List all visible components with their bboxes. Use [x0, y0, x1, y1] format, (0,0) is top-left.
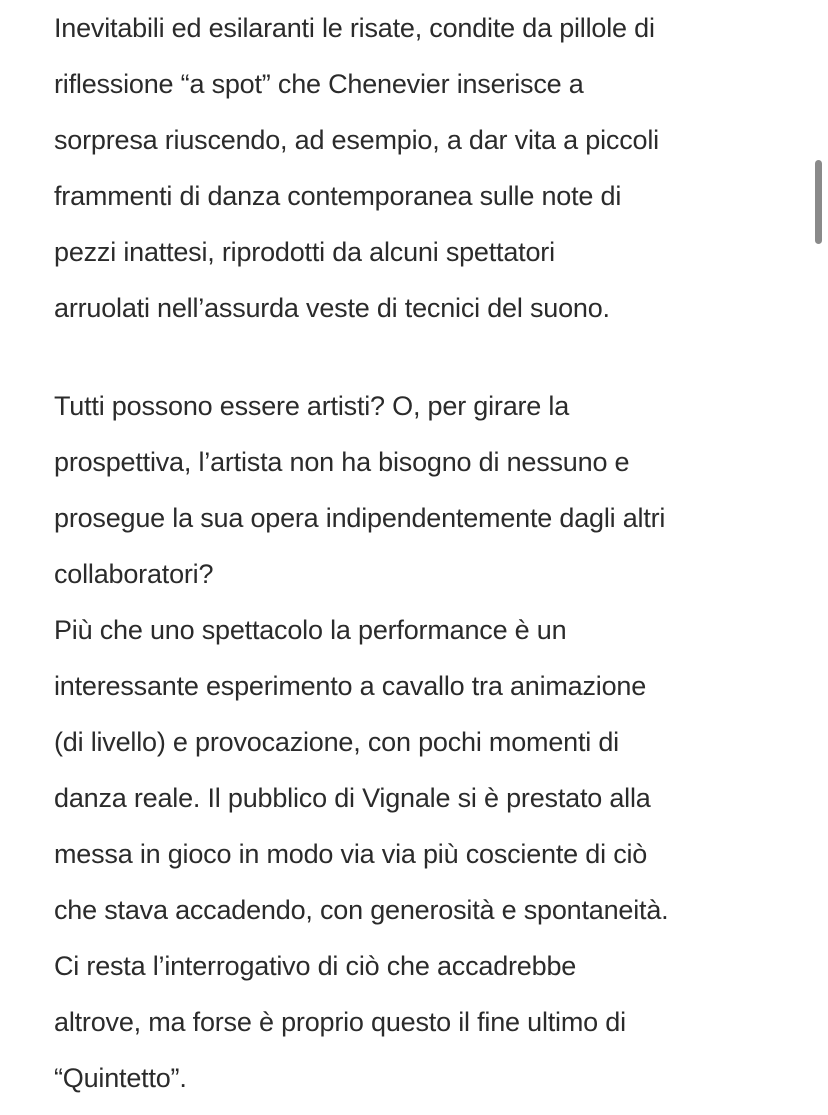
- text-line: prosegue la sua opera indipendentemente dagli altri: [54, 503, 666, 533]
- text-line: “Quintetto”.: [54, 1063, 187, 1093]
- text-line: arruolati nell’assurda veste di tecnici del suono.: [54, 293, 610, 323]
- text-line: Inevitabili ed esilaranti le risate, condite da pillole di: [54, 13, 655, 43]
- text-line: Tutti possono essere artisti? O, per girare la: [54, 391, 570, 421]
- article-body: [54, 0, 794, 1106]
- text-line: frammenti di danza contemporanea sulle note di: [54, 181, 622, 211]
- text-line: Più che uno spettacolo la performance è un: [54, 615, 567, 645]
- text-line: pezzi inattesi, riprodotti da alcuni spettatori: [54, 237, 555, 267]
- text-line: altrove, ma forse è proprio questo il fine ultimo di: [54, 1007, 626, 1037]
- text-line: (di livello) e provocazione, con pochi momenti di: [54, 727, 619, 757]
- text-line: che stava accadendo, con generosità e spontaneità.: [54, 895, 669, 925]
- paragraph-1: [54, 0, 794, 336]
- text-line: messa in gioco in modo via via più cosciente di ciò: [54, 839, 648, 869]
- text-line: danza reale. Il pubblico di Vignale si è prestato alla: [54, 783, 651, 813]
- text-line: collaboratori?: [54, 559, 214, 589]
- text-line: prospettiva, l’artista non ha bisogno di nessuno e: [54, 447, 630, 477]
- text-line: sorpresa riuscendo, ad esempio, a dar vita a piccoli: [54, 125, 659, 155]
- scrollbar-thumb[interactable]: [815, 160, 822, 244]
- text-line: riflessione “a spot” che Chenevier inserisce a: [54, 69, 584, 99]
- text-line: Ci resta l’interrogativo di ciò che accadrebbe: [54, 951, 577, 981]
- text-line: interessante esperimento a cavallo tra animazione: [54, 671, 647, 701]
- paragraph-2: [54, 378, 794, 1106]
